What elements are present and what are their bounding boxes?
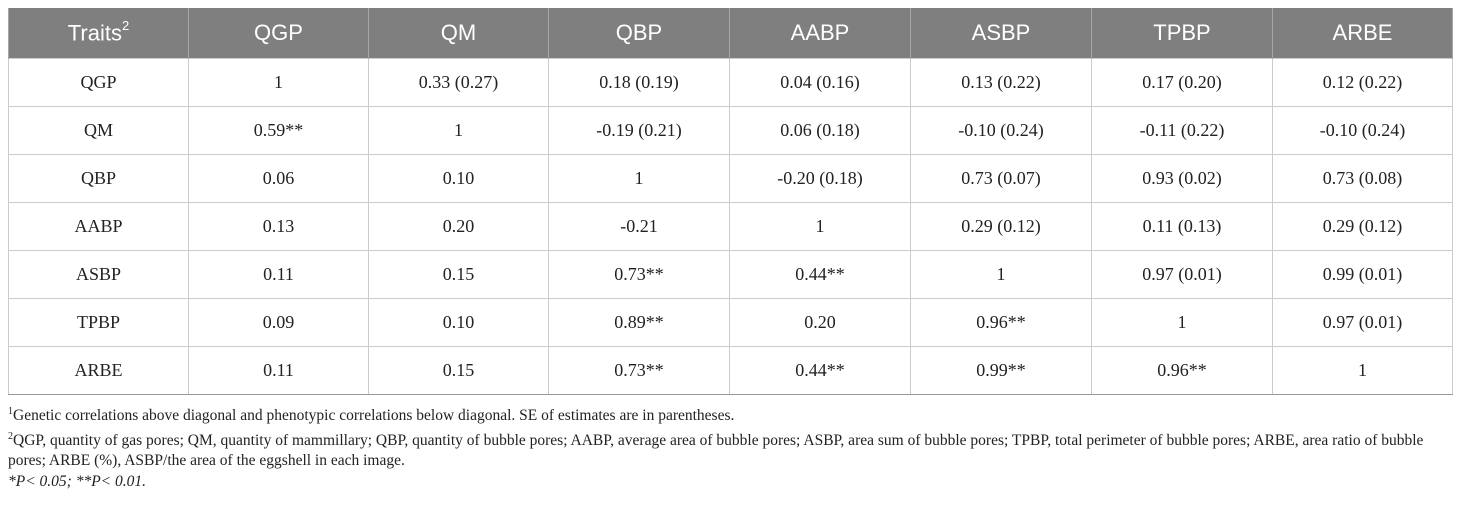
- table-cell: -0.10 (0.24): [911, 107, 1092, 155]
- table-row: [9, 251, 1453, 299]
- table-cell: 1: [1273, 347, 1453, 395]
- table-cell: 0.73**: [549, 251, 730, 299]
- table-row: [9, 203, 1453, 251]
- table-cell: 0.96**: [1092, 347, 1273, 395]
- footnote-1-marker: 1: [8, 406, 13, 417]
- table-cell: 0.59**: [189, 107, 369, 155]
- header-row: [9, 8, 1453, 59]
- footnote-2-marker: 2: [8, 430, 13, 442]
- table-cell: 0.12 (0.22): [1273, 59, 1453, 107]
- table-cell: 1: [1092, 299, 1273, 347]
- table-cell: 0.73 (0.07): [911, 155, 1092, 203]
- header-col-qm: QM: [369, 8, 549, 59]
- row-label: AABP: [9, 203, 189, 251]
- table-footnotes: [8, 402, 1452, 492]
- table-cell: -0.10 (0.24): [1273, 107, 1453, 155]
- header-traits-label: Traits: [67, 20, 122, 46]
- header-col-asbp: ASBP: [911, 8, 1092, 59]
- table-cell: 0.13 (0.22): [911, 59, 1092, 107]
- significance-note: *P< 0.05; **P< 0.01.: [8, 472, 147, 490]
- table-cell: 0.33 (0.27): [369, 59, 549, 107]
- row-label: TPBP: [9, 299, 189, 347]
- table-cell: 0.11: [189, 347, 369, 395]
- table-cell: 0.10: [369, 299, 549, 347]
- table-cell: 0.29 (0.12): [1273, 203, 1453, 251]
- table-cell: 0.44**: [730, 251, 911, 299]
- table-cell: 0.04 (0.16): [730, 59, 911, 107]
- table-cell: 0.06: [189, 155, 369, 203]
- table-cell: 0.17 (0.20): [1092, 59, 1273, 107]
- header-col-qbp: QBP: [549, 8, 730, 59]
- table-cell: 0.15: [369, 347, 549, 395]
- header-col-qgp: QGP: [189, 8, 369, 59]
- row-label: QM: [9, 107, 189, 155]
- footnote-2: [8, 427, 1452, 472]
- table-cell: -0.21: [549, 203, 730, 251]
- table-cell: 0.11 (0.13): [1092, 203, 1273, 251]
- table-row: [9, 347, 1453, 395]
- footnote-1: [8, 402, 1452, 427]
- table-cell: -0.11 (0.22): [1092, 107, 1273, 155]
- header-col-aabp: AABP: [730, 8, 911, 59]
- table-cell: 0.09: [189, 299, 369, 347]
- table-cell: 1: [549, 155, 730, 203]
- table-cell: 1: [911, 251, 1092, 299]
- table-cell: 0.15: [369, 251, 549, 299]
- correlation-table: [8, 8, 1453, 395]
- table-cell: 0.20: [730, 299, 911, 347]
- table-cell: 0.29 (0.12): [911, 203, 1092, 251]
- table-cell: 0.10: [369, 155, 549, 203]
- header-traits: [9, 8, 189, 59]
- table-cell: 0.20: [369, 203, 549, 251]
- row-label: QGP: [9, 59, 189, 107]
- table-cell: 0.97 (0.01): [1092, 251, 1273, 299]
- footnote-1-text: Genetic correlations above diagonal and phenotypic correlations below diagonal. SE of estimates are in parentheses.: [13, 407, 735, 425]
- table-cell: -0.19 (0.21): [549, 107, 730, 155]
- correlation-table-container: [8, 8, 1452, 395]
- table-cell: 0.13: [189, 203, 369, 251]
- table-cell: 1: [189, 59, 369, 107]
- table-cell: 1: [730, 203, 911, 251]
- row-label: ASBP: [9, 251, 189, 299]
- table-cell: 1: [369, 107, 549, 155]
- table-cell: 0.89**: [549, 299, 730, 347]
- table-cell: 0.11: [189, 251, 369, 299]
- table-cell: 0.73**: [549, 347, 730, 395]
- table-cell: 0.96**: [911, 299, 1092, 347]
- header-col-arbe: ARBE: [1273, 8, 1453, 59]
- table-cell: 0.06 (0.18): [730, 107, 911, 155]
- table-row: [9, 155, 1453, 203]
- table-row: [9, 107, 1453, 155]
- table-cell: 0.44**: [730, 347, 911, 395]
- table-cell: 0.99 (0.01): [1273, 251, 1453, 299]
- footnote-2-text: QGP, quantity of gas pores; QM, quantity of mammillary; QBP, quantity of bubble pores; AABP, average area of bubble pores; ASBP, area sum of bubble pores; TPBP, total perimeter of bubble pores; ARBE, area ratio of bubble pores; ARBE (%), ASBP/the area of the eggshell in each image.: [8, 431, 1424, 470]
- table-row: [9, 59, 1453, 107]
- row-label: ARBE: [9, 347, 189, 395]
- header-col-tpbp: TPBP: [1092, 8, 1273, 59]
- table-cell: 0.97 (0.01): [1273, 299, 1453, 347]
- row-label: QBP: [9, 155, 189, 203]
- table-cell: 0.73 (0.08): [1273, 155, 1453, 203]
- table-cell: -0.20 (0.18): [730, 155, 911, 203]
- table-cell: 0.18 (0.19): [549, 59, 730, 107]
- table-cell: 0.93 (0.02): [1092, 155, 1273, 203]
- header-traits-footnote-marker: 2: [121, 17, 130, 33]
- table-row: [9, 299, 1453, 347]
- table-cell: 0.99**: [911, 347, 1092, 395]
